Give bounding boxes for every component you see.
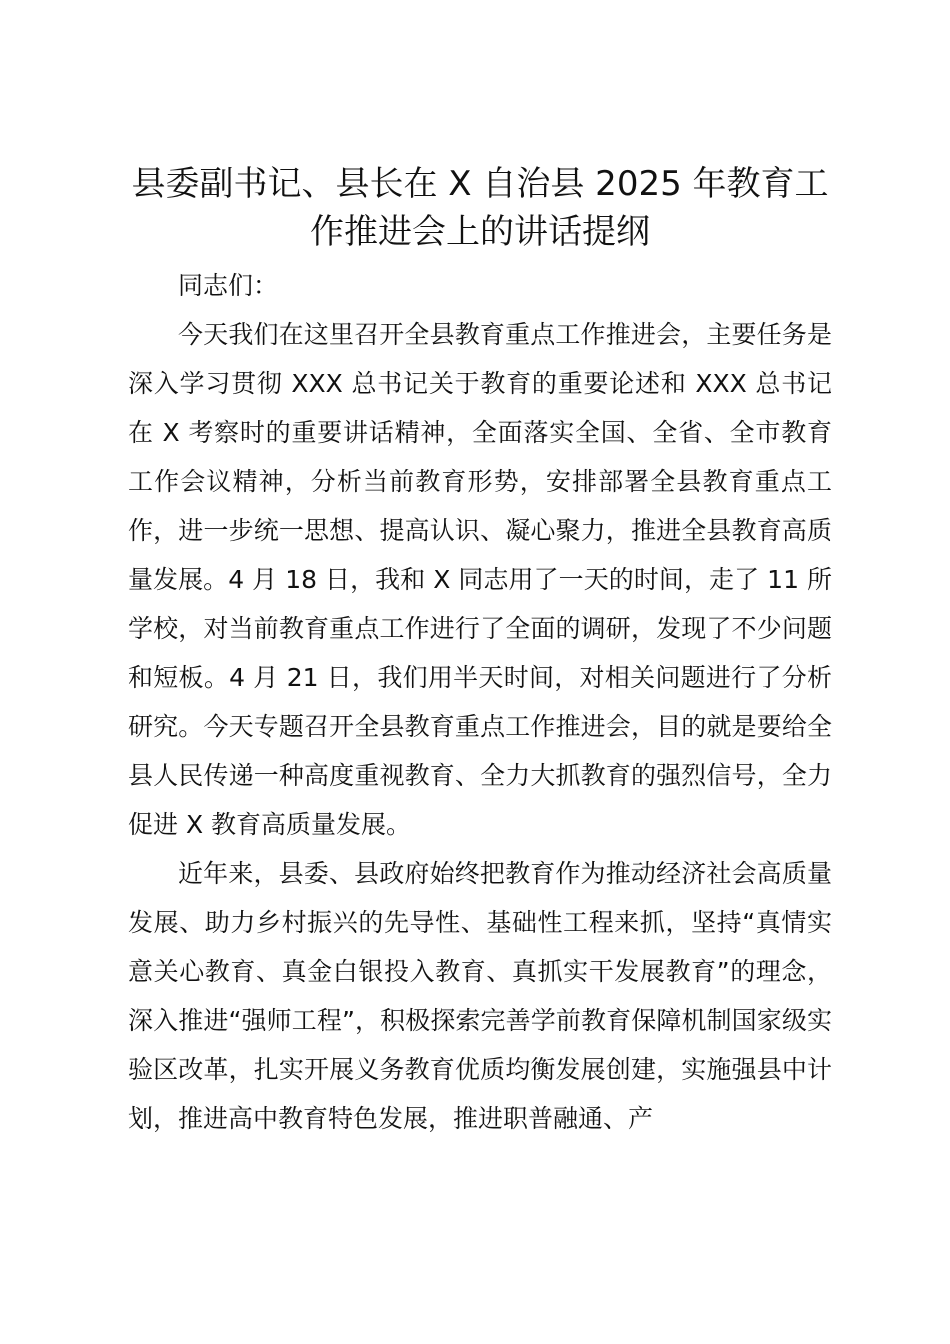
salutation: 同志们： bbox=[178, 271, 279, 300]
paragraph-1: 今天我们在这里召开全县教育重点工作推进会，主要任务是深入学习贯彻 XXX 总书记关于教育的重要论述和 XXX 总书记在 X 考察时的重要讲话精神，全面落实全国、全省、全市教育工作会议精神，分析当前教育形势，安排部署全县教育重点工作，进一步统一思想、提高认识、凝心聚力，推进全县教育高质量发展。4 月 18 日，我和 X 同志用了一天的时间，走了 11 所学校，对当前教育重点工作进行了全面的调研，发现了不少问题和短板。4 月 21 日，我们用半天时间，对相关问题进行了分析研究。今天专题召开全县教育重点工作推进会，目的就是要给全县人民传递一种高度重视教育、全力大抓教育的强烈信号，全力促进 X 教育高质量发展。 bbox=[128, 320, 832, 839]
paragraph-2: 近年来，县委、县政府始终把教育作为推动经济社会高质量发展、助力乡村振兴的先导性、基础性工程来抓，坚持“真情实意关心教育、真金白银投入教育、真抓实干发展教育”的理念，深入推进“强师工程”，积极探索完善学前教育保障机制国家级实验区改革，扎实开展义务教育优质均衡发展创建，实施强县中计划，推进高中教育特色发展，推进职普融通、产 bbox=[128, 859, 832, 1133]
document-body bbox=[128, 160, 832, 1143]
title-line-1: 县委副书记、县长在 X 自治县 2025 年教育工 bbox=[131, 164, 829, 204]
title-line-2: 作推进会上的讲话提纲 bbox=[310, 212, 650, 252]
document-title bbox=[128, 160, 832, 256]
